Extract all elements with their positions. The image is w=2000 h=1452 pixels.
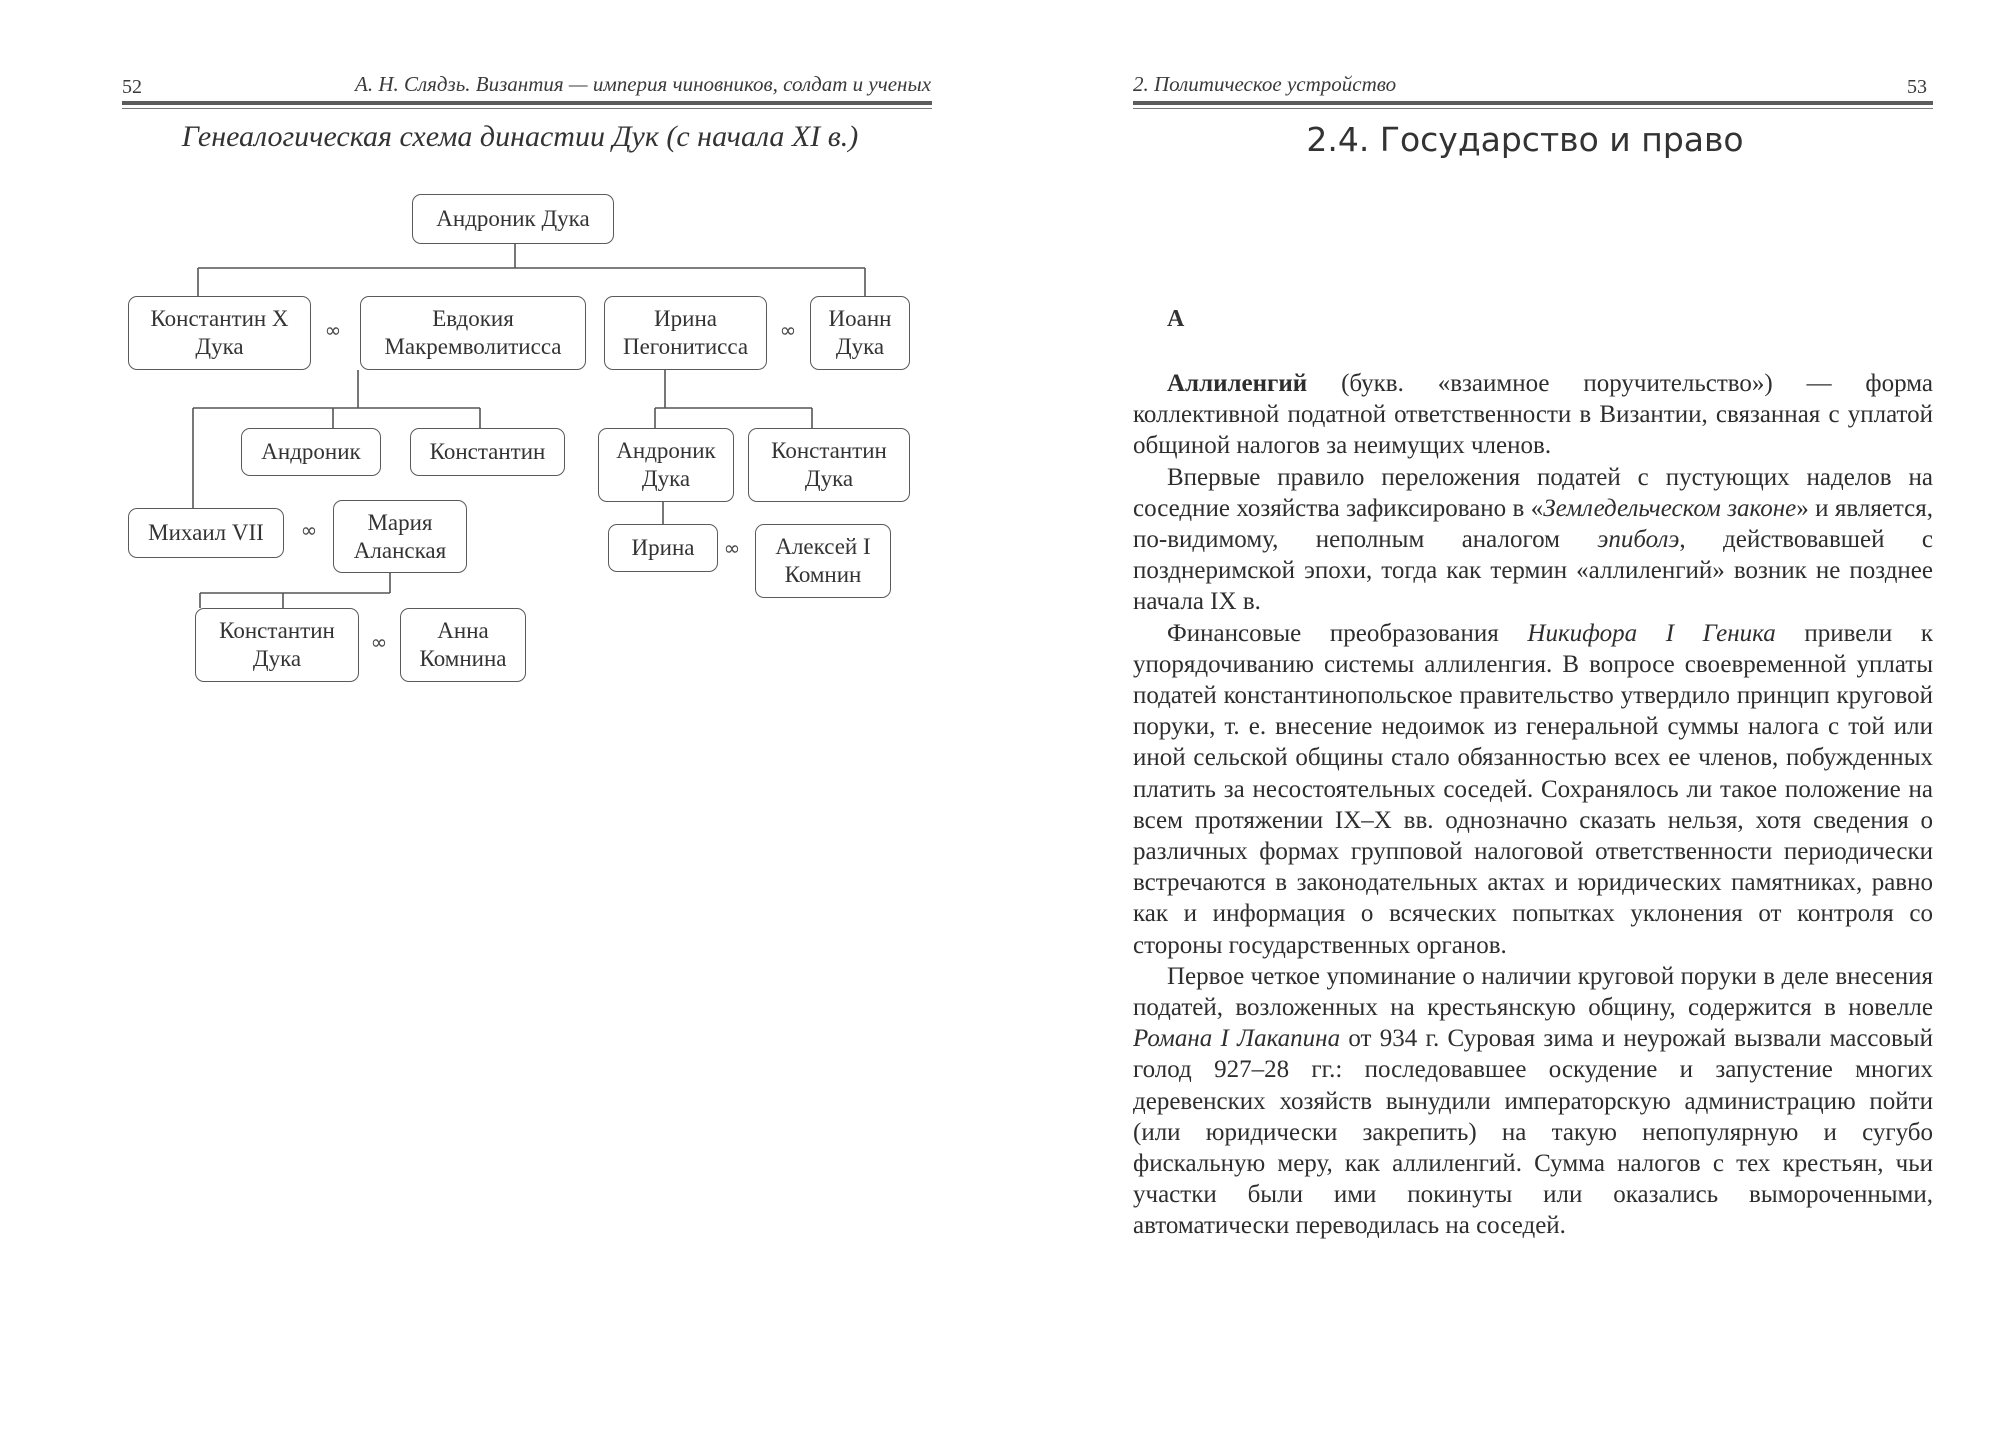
page-number-right: 53 — [1907, 76, 1927, 98]
running-head-left: А. Н. Слядзь. Византия — империя чиновников, солдат и ученых — [355, 72, 932, 96]
marriage-symbol: ∞ — [300, 518, 318, 542]
node-andronik: Андроник — [241, 428, 381, 476]
node-maria-alanskaya: Мария Аланская — [333, 500, 467, 573]
article-body — [1133, 368, 1933, 1242]
paragraph: Финансовые преобразования Никифора I Геника привели к упорядочиванию системы аллиленгия. В вопросе своевременной уплаты податей константинопольское правительство утвердило принцип круговой поруки, т. е. внесение недоимок из генеральной суммы налога с той или иной сельской общины стало обязанностью всех ее членов, побужденных платить за несостоятельных соседей. Сохранялось ли такое положение на всем протяжении IX–X вв. однозначно сказать нельзя, хотя сведения о различных формах групповой налоговой ответственности периодически встречаются в законодательных актах и юридических памятниках, равно как и информация о всяческих попытках уклонения от контроля со стороны государственных органов. — [1133, 619, 1934, 959]
node-irina-pegonitissa: Ирина Пегонитисса — [604, 296, 767, 370]
node-mikhail-vii: Михаил VII — [128, 508, 284, 558]
page-number-left: 52 — [122, 76, 142, 98]
node-evdokia: Евдокия Макремволитисса — [360, 296, 586, 370]
marriage-symbol: ∞ — [324, 318, 342, 342]
header-rule-thin — [1133, 108, 1933, 109]
paragraph: Впервые правило переложения податей с пустующих наделов на соседние хозяйства зафиксировано в «Земледельческом законе» и является, по-видимому, неполным аналогом эпиболэ, действовавшей с позднеримской эпохи, тогда как термин «аллиленгий» возник не позднее начала IX в. — [1133, 463, 1934, 616]
header-rule-thick — [1133, 101, 1933, 105]
marriage-symbol: ∞ — [779, 318, 797, 342]
diagram-title: Генеалогическая схема династии Дук (с начала XI в.) — [181, 120, 859, 153]
node-konstantin-duka-2: Константин Дука — [748, 428, 910, 502]
node-andronik-duka: Андроник Дука — [412, 194, 614, 244]
marriage-symbol: ∞ — [370, 630, 388, 654]
running-head-right: 2. Политическое устройство — [1133, 72, 1397, 96]
marriage-symbol: ∞ — [723, 536, 741, 560]
chapter-title: 2.4. Государство и право — [1306, 120, 1744, 159]
paragraph: Первое четкое упоминание о наличии круговой поруки в деле внесения податей, возложенных на крестьянскую общину, содержится в новелле Романа I Лакапина от 934 г. Суровая зима и неурожай вызвали массовый голод 927–28 гг.: последовавшее оскудение и запустение многих деревенских хозяйств вынудили императорскую администрацию пойти (или юридически закрепить) на такую непопулярную и сугубо фискальную меру, как аллиленгий. Сумма налогов с тех крестьян, чьи участки были ими покинуты или оказались вымороченными, автоматически переводилась на соседей. — [1133, 962, 1933, 1240]
node-konstantin-duka-3: Константин Дука — [195, 608, 359, 682]
node-irina: Ирина — [608, 524, 718, 572]
node-konstantin: Константин — [410, 428, 565, 476]
section-letter: А — [1167, 306, 1185, 332]
node-ioann-duka: Иоанн Дука — [810, 296, 910, 370]
paragraph: Аллиленгий (букв. «взаимное поручительство») — форма коллективной податной ответственности в Византии, связанная с уплатой общиной налогов за неимущих членов. — [1133, 370, 1933, 460]
node-andronik-duka-2: Андроник Дука — [598, 428, 734, 502]
node-konstantin-x-duka: Константин X Дука — [128, 296, 311, 370]
term: Аллиленгий — [1167, 370, 1308, 397]
node-anna-komnina: Анна Комнина — [400, 608, 526, 682]
node-aleksei-komnin: Алексей I Комнин — [755, 524, 891, 598]
